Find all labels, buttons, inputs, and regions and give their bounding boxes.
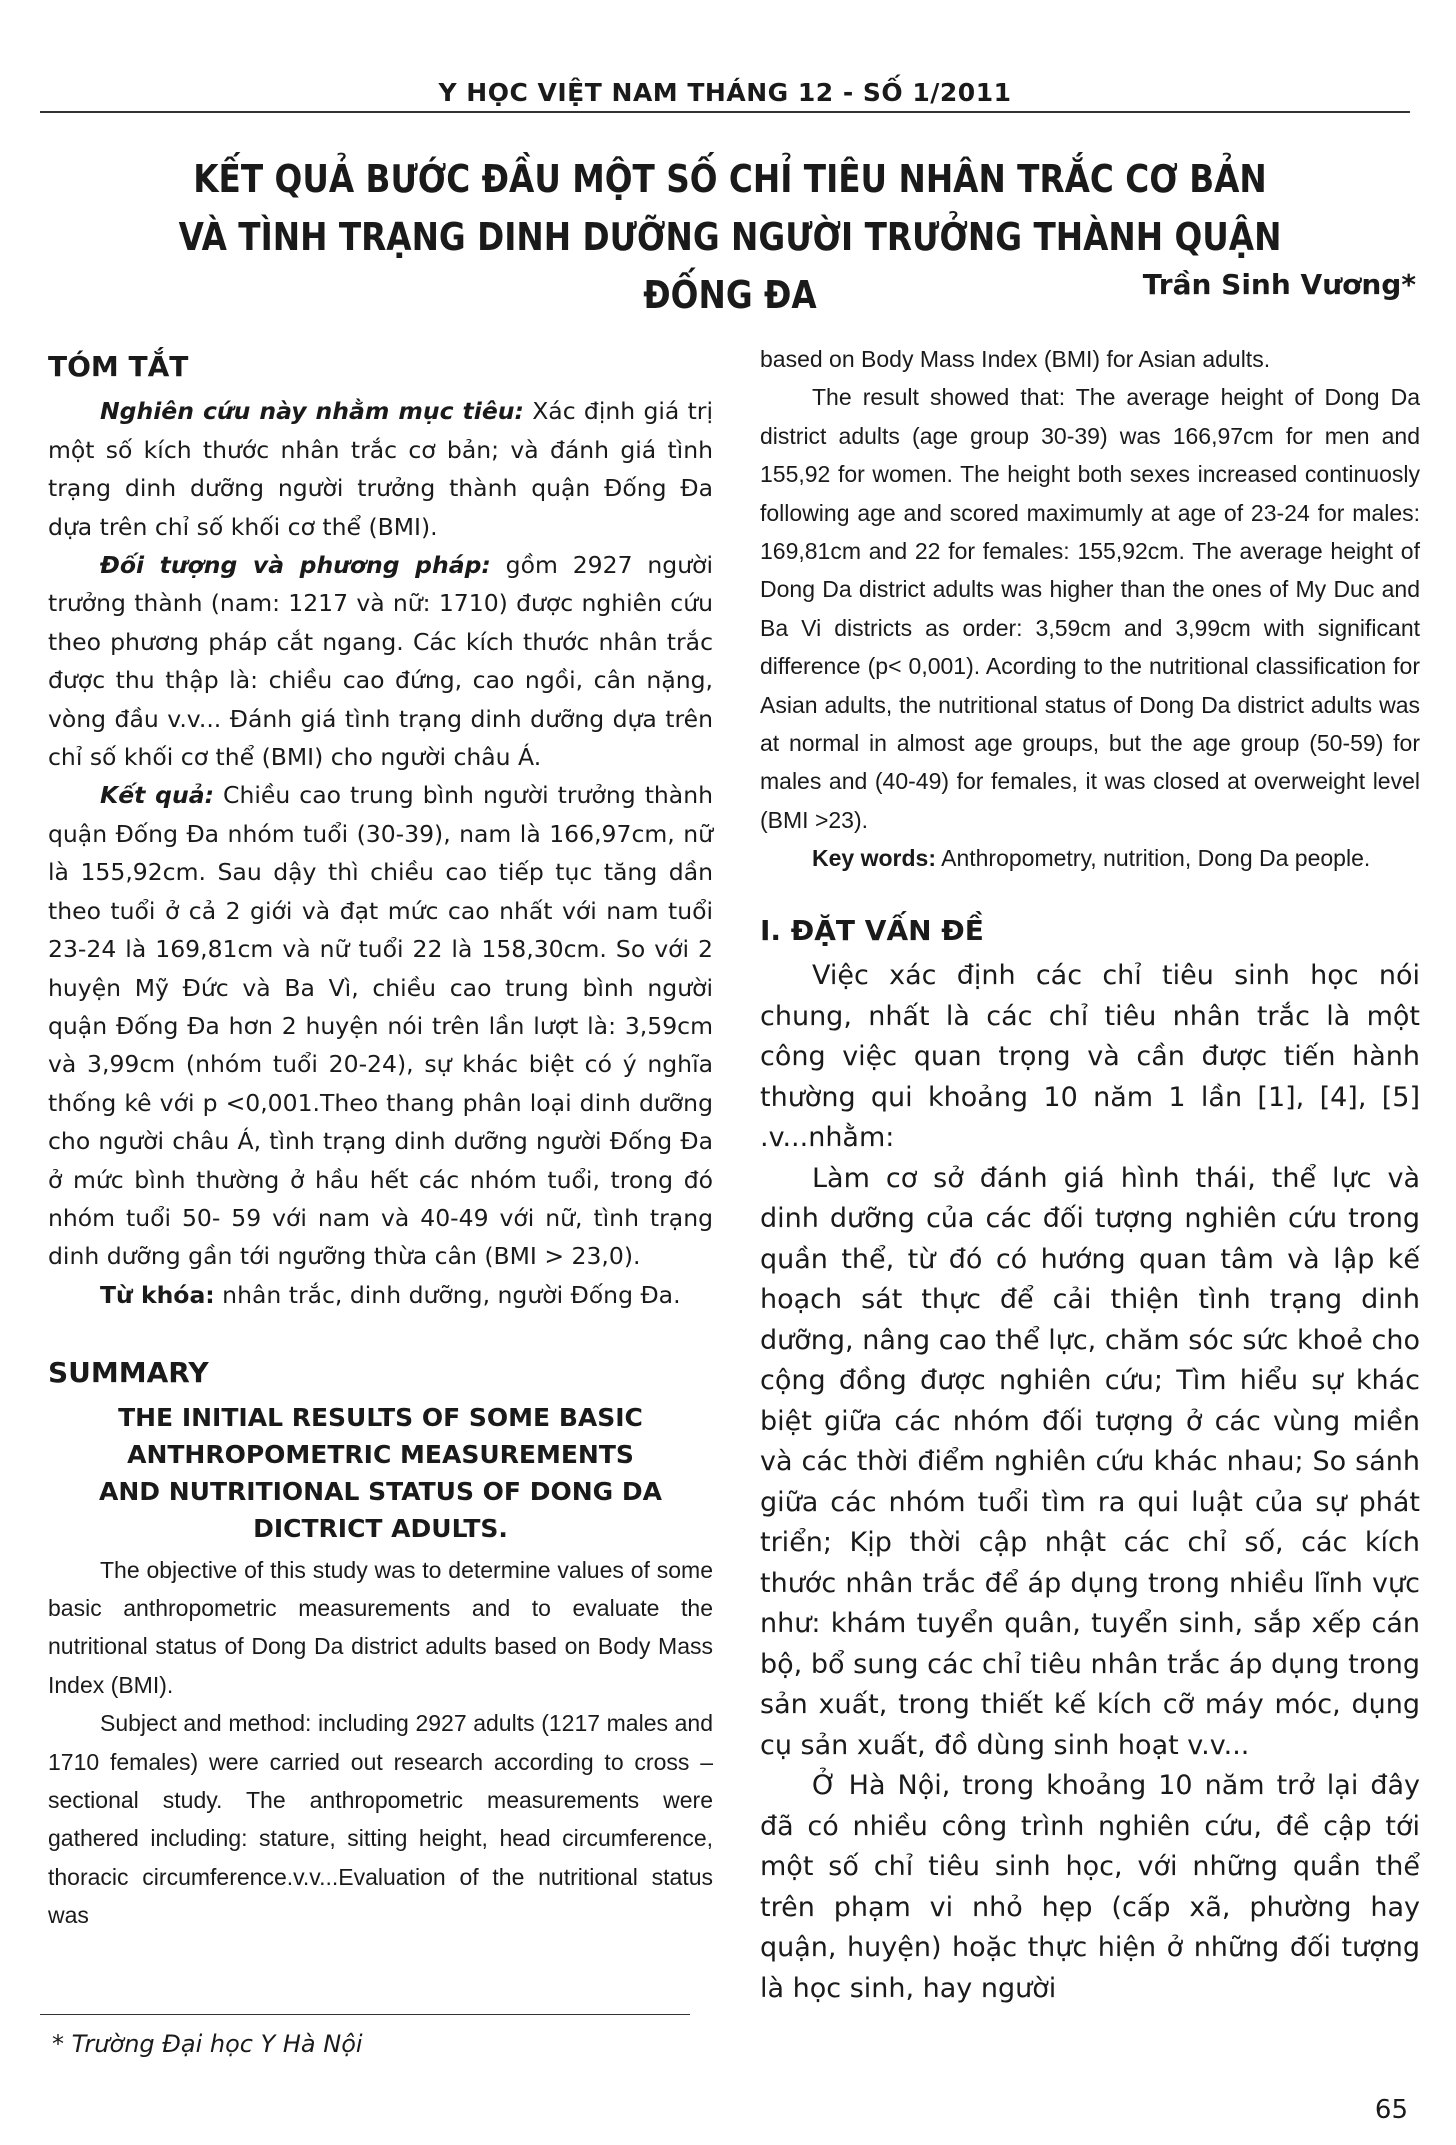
abstract-objective: [48, 392, 713, 546]
summary-title: [48, 1399, 713, 1547]
header-rule: [40, 111, 1410, 113]
methods-label: Đối tượng và phương pháp:: [100, 551, 491, 580]
title-line-1: KẾT QUẢ BƯỚC ĐẦU MỘT SỐ CHỈ TIÊU NHÂN TRẮC CƠ BẢN: [193, 157, 1267, 201]
methods-text: gồm 2927 người trưởng thành (nam: 1217 và nữ: 1710) được nghiên cứu theo phương pháp cắt ngang. Các kích thước nhân trắc được thu thập là: chiều cao đứng, cao ngồi, cân nặng, vòng đầu v.v... Đánh giá tình trạng dinh dưỡng dựa trên chỉ số khối cơ thể (BMI) cho người châu Á.: [48, 551, 714, 772]
summary-results: The result showed that: The average height of Dong Da district adults (age group 30-39) was 166,97cm for men and 155,92 for women. The height both sexes increased continuosly following age and scored maximumly at age of 23-24 for males: 169,81cm and 22 for females: 155,92cm. The average height of Dong Da district adults was higher than the ones of My Duc and Ba Vi districts as order: 3,59cm and 3,99cm with significant difference (p< 0,001). Acording to the nutritional classification for Asian adults, the nutritional status of Dong Da district adults was at normal in almost age groups, but the age group (50-59) for males and (40-49) for females, it was closed at overweight level (BMI >23).: [760, 384, 1420, 833]
section-1-heading: I. ĐẶT VẤN ĐỀ: [760, 913, 984, 947]
key-words-label: Key words:: [812, 845, 936, 872]
section-1-paragraph-1: Việc xác định các chỉ tiêu sinh học nói chung, nhất là các chỉ tiêu nhân trắc là một công việc quan trọng và cần được tiến hành thường qui khoảng 10 năm 1 lần [1], [4], [5] .v...nhằm:: [760, 960, 1420, 1154]
section-1-paragraph-3: Ở Hà Nội, trong khoảng 10 năm trở lại đây đã có nhiều công trình nghiên cứu, đề cập tới một số chỉ tiêu sinh học, với những quần thể trên phạm vi nhỏ hẹp (cấp xã, phường hay quận, huyện) hoặc thực hiện ở những đối tượng là học sinh, hay người: [760, 1770, 1420, 2004]
summary-title-line-2: ANTHROPOMETRIC MEASUREMENTS: [127, 1439, 634, 1469]
objective-label: Nghiên cứu này nhằm mục tiêu:: [100, 397, 524, 426]
summary-title-line-3: AND NUTRITIONAL STATUS OF DONG DA: [99, 1476, 662, 1506]
right-column: [760, 340, 1420, 2009]
abstract-results: [48, 776, 713, 1275]
summary-method-continued: based on Body Mass Index (BMI) for Asian adults.: [760, 346, 1271, 372]
footnote: * Trường Đại học Y Hà Nội: [52, 2030, 363, 2058]
footnote-rule: [40, 2014, 690, 2015]
summary-title-line-4: DICTRICT ADULTS.: [253, 1513, 508, 1543]
author: Trần Sinh Vương*: [1142, 268, 1416, 301]
section-1-paragraph-2: Làm cơ sở đánh giá hình thái, thể lực và dinh dưỡng của các đối tượng nghiên cứu trong quần thể, từ đó có hướng quan tâm và lập kế hoạch sát thực để cải thiện tình trạng dinh dưỡng, nâng cao thể lực, chăm sóc sức khoẻ cho cộng đồng được nghiên cứu; Tìm hiểu sự khác biệt giữa các nhóm đối tượng ở các vùng miền và các thời điểm nghiên cứu khác nhau; So sánh giữa các nhóm tuổi tìm ra qui luật của sự phát triển; Kịp thời cập nhật các chỉ số, các kích thước nhân trắc để áp dụng trong nhiều lĩnh vực như: khám tuyển quân, tuyển sinh, sắp xếp cán bộ, bổ sung các chỉ tiêu nhân trắc áp dụng trong sản xuất, trong thiết kế kích cỡ máy móc, dụng cụ sản xuất, đồ dùng sinh hoạt v.v...: [760, 1162, 1420, 1761]
page-number: 65: [1374, 2095, 1408, 2125]
summary-title-line-1: THE INITIAL RESULTS OF SOME BASIC: [118, 1402, 643, 1432]
summary-heading: SUMMARY: [48, 1356, 209, 1390]
running-header: Y HỌC VIỆT NAM THÁNG 12 - SỐ 1/2011: [438, 78, 1012, 107]
abstract-heading: TÓM TẮT: [48, 350, 189, 383]
summary-objective: The objective of this study was to determine values of some basic anthropometric measurements and to evaluate the nutritional status of Dong Da district adults based on Body Mass Index (BMI).: [48, 1556, 713, 1698]
results-text: Chiều cao trung bình người trưởng thành quận Đống Đa nhóm tuổi (30-39), nam là 166,97cm, nữ là 155,92cm. Sau dậy thì chiều cao tiếp tục tăng dần theo tuổi ở cả 2 giới và đạt mức cao nhất với nam tuổi 23-24 là 169,81cm và nữ tuổi 22 là 158,30cm. So với 2 huyện Mỹ Đức và Ba Vì, chiều cao trung bình người quận Đống Đa hơn 2 huyện nói trên lần lượt là: 3,59cm và 3,99cm (nhóm tuổi 20-24), sự khác biệt có ý nghĩa thống kê với p <0,001.Theo thang phân loại dinh dưỡng cho người châu Á, tình trạng dinh dưỡng người Đống Đa ở mức bình thường ở hầu hết các nhóm tuổi, trong đó nhóm tuổi 50- 59 với nam và 40-49 với nữ, tình trạng dinh dưỡng gần tới ngưỡng thừa cân (BMI > 23,0).: [48, 781, 713, 1271]
summary-method: Subject and method: including 2927 adults (1217 males and 1710 females) were carried out research according to cross – sectional study. The anthropometric measurements were gathered including: stature, sitting height, head circumference, thoracic circumference.v.v...Evaluation of the nutritional status was: [48, 1710, 713, 1929]
left-column: [48, 340, 713, 1935]
results-label: Kết quả:: [100, 781, 214, 810]
article-title: [154, 150, 1306, 324]
objective-text: Xác định giá trị một số kích thước nhân trắc cơ bản; và đánh giá tình trạng dinh dưỡng người trưởng thành quận Đống Đa dựa trên chỉ số khối cơ thể (BMI).: [48, 397, 713, 541]
keywords-text: nhân trắc, dinh dưỡng, người Đống Đa.: [214, 1280, 681, 1309]
summary-keywords: [760, 839, 1420, 877]
title-line-2: VÀ TÌNH TRẠNG DINH DƯỠNG NGƯỜI TRƯỞNG THÀNH QUẬN ĐỐNG ĐA: [178, 215, 1282, 317]
abstract-keywords: [48, 1276, 713, 1314]
abstract-methods: [48, 546, 713, 776]
keywords-label: Từ khóa:: [100, 1280, 215, 1309]
key-words-text: Anthropometry, nutrition, Dong Da people.: [935, 845, 1371, 872]
